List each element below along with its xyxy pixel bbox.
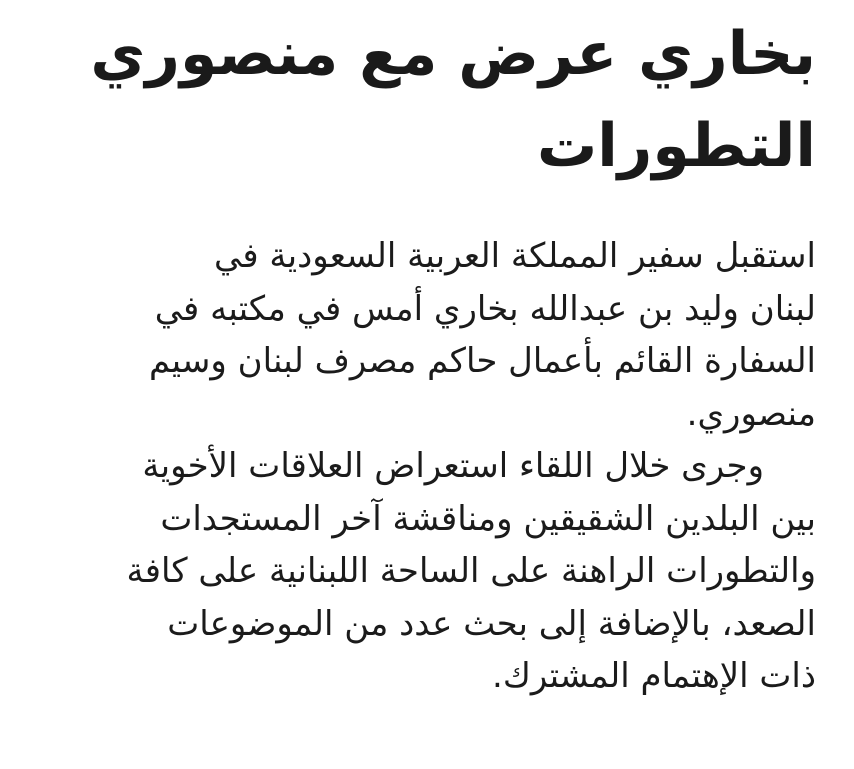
body-line: وجرى خلال اللقاء استعراض العلاقات الأخوية bbox=[142, 446, 764, 486]
headline bbox=[26, 8, 816, 192]
body-line: والتطورات الراهنة على الساحة اللبنانية على كافة bbox=[126, 551, 816, 591]
body-line: بين البلدين الشقيقين ومناقشة آخر المستجدات bbox=[160, 498, 816, 539]
article-body bbox=[26, 230, 816, 703]
body-line: الصعد، بالإضافة إلى بحث عدد من الموضوعات bbox=[167, 603, 816, 644]
body-line: لبنان وليد بن عبدالله بخاري أمس في مكتبه في bbox=[154, 288, 816, 329]
paragraph-1 bbox=[26, 230, 816, 440]
headline-line: التطورات bbox=[536, 111, 816, 181]
news-article bbox=[26, 8, 816, 703]
headline-line: بخاري عرض مع منصوري bbox=[90, 19, 816, 89]
body-line: منصوري. bbox=[686, 393, 816, 434]
body-line: ذات الإهتمام المشترك. bbox=[492, 656, 816, 696]
body-line: السفارة القائم بأعمال حاكم مصرف لبنان وسيم bbox=[149, 341, 816, 381]
body-line: استقبل سفير المملكة العربية السعودية في bbox=[214, 236, 816, 276]
paragraph-2 bbox=[26, 440, 816, 703]
